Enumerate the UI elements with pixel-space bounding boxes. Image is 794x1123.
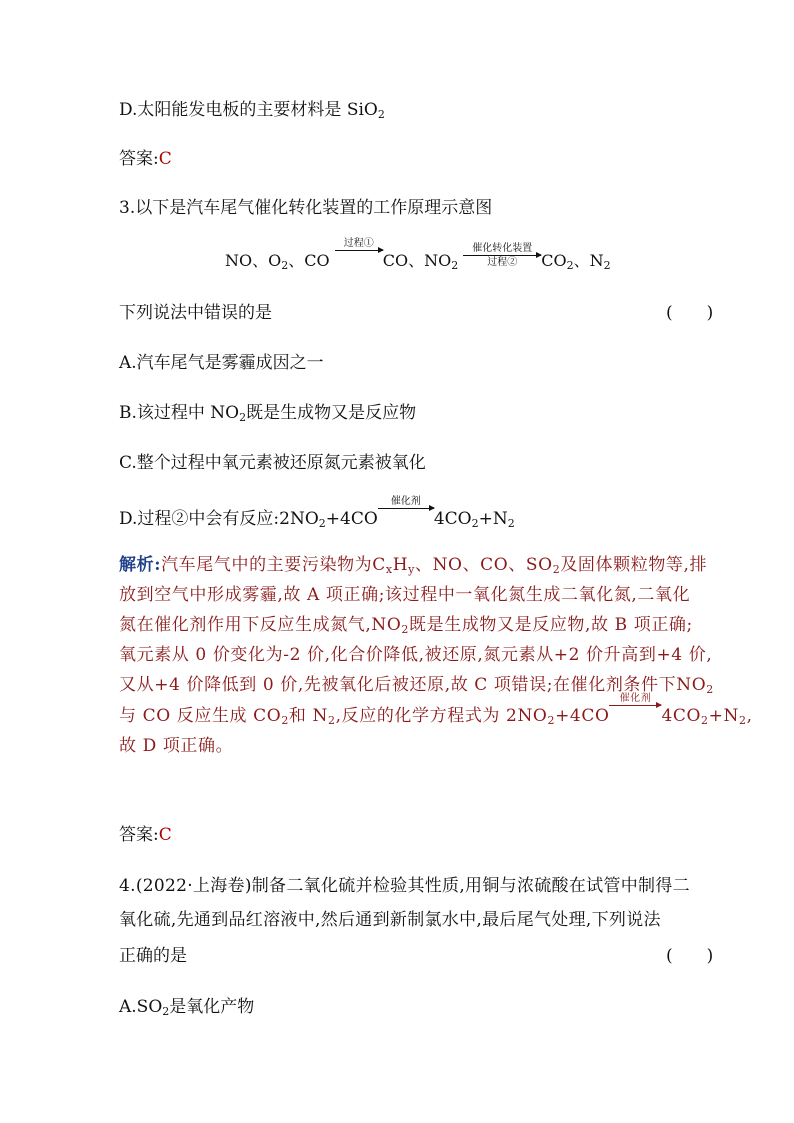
q4-option-a: $A.SO_2$是氧化产物 <box>119 997 255 1018</box>
analysis-label: 解析: <box>119 555 162 575</box>
analysis-line: 氧元素从 0 价变化为-2 价,化合价降低,被还原,氮元素从+2 价升高到+4 价, <box>119 645 713 665</box>
answer-label: 答案: <box>119 149 159 169</box>
q3-prompt: 下列说法中错误的是 <box>119 303 272 323</box>
process-2-arrow: 催化转化装置 过程② <box>463 244 541 268</box>
answer-2 <box>119 824 172 846</box>
q3-option-d: D.过程②中会有反应$:2NO_2+4CO$ 催化剂 $4CO_2+N_2$ <box>119 496 515 530</box>
analysis-line: 与 CO 反应生成 $CO_2$和 $N_2$,反应的化学方程式为 $2NO_2+4CO$ 催化剂 $4CO_2+N_2$, <box>119 693 753 727</box>
q4-answer-blank: ( ) <box>666 946 714 966</box>
q3-analysis <box>119 550 753 761</box>
analysis-line: 解析:汽车尾气中的主要污染物为$C_xH_y$、NO、CO、$SO_2$及固体颗粒物等,排 <box>119 555 708 576</box>
q3-option-c: C.整个过程中氧元素被还原氮元素被氧化 <box>119 453 426 473</box>
analysis-catalyst-arrow: 催化剂 <box>609 694 661 718</box>
answer-value: C <box>158 149 172 169</box>
answer-value: C <box>158 825 172 845</box>
answer-label: 答案: <box>119 825 159 845</box>
q4-line-2: 氧化硫,先通到品红溶液中,然后通到新制氯水中,最后尾气处理,下列说法 <box>119 910 661 930</box>
process-1-arrow: 过程① <box>335 239 383 263</box>
q4-line-3: 正确的是 <box>119 946 187 966</box>
q3-reaction-scheme: NO、$O_2$、CO 过程① CO、$NO_2$ 催化转化装置 过程② $CO_2$、$N_2$ <box>225 238 611 272</box>
answer-1 <box>119 148 172 170</box>
catalyst-arrow: 催化剂 <box>378 497 434 521</box>
analysis-line: 又从+4 价降低到 0 价,先被氧化后被还原,故 C 项错误;在催化剂条件下$NO_2$ <box>119 675 714 696</box>
q3-option-b: B.该过程中 $NO_2$既是生成物又是反应物 <box>119 403 417 424</box>
q4-line-1: 4.(2022·上海卷)制备二氧化硫并检验其性质,用铜与浓硫酸在试管中制得二 <box>119 876 690 896</box>
q2-option-d: D.太阳能发电板的主要材料是 SiO$_2$ <box>119 100 385 121</box>
analysis-line: 放到空气中形成雾霾,故 A 项正确;该过程中一氧化氮生成二氧化氮,二氧化 <box>119 585 691 605</box>
analysis-line: 氮在催化剂作用下反应生成氮气$,NO_2$既是生成物又是反应物,故 B 项正确; <box>119 615 693 636</box>
analysis-line: 故 D 项正确。 <box>119 736 234 756</box>
q3-answer-blank: ( ) <box>666 303 714 323</box>
q3-stem: 3.以下是汽车尾气催化转化装置的工作原理示意图 <box>119 198 493 218</box>
q3-option-a: A.汽车尾气是雾霾成因之一 <box>119 353 324 373</box>
